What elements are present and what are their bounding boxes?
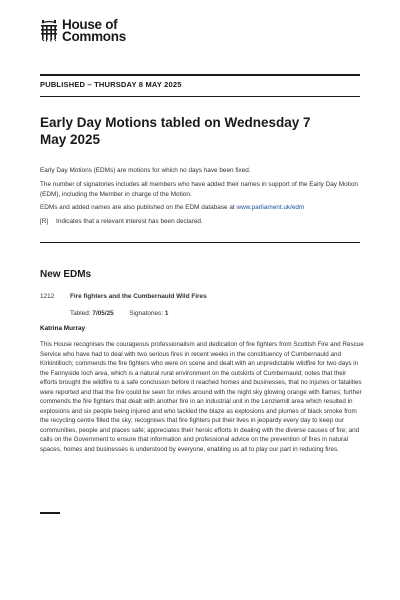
published-date: PUBLISHED – THURSDAY 8 MAY 2025 — [40, 80, 182, 89]
house-of-commons-logo — [40, 19, 126, 43]
logo-line-2: Commons — [62, 29, 126, 44]
edm-number: 1212 — [40, 293, 55, 300]
edm-motion-text: This House recognises the courageous professionalism and dedication of fire fighters from Scottish Fire and Rescue Service who have had to deal with two serious fires in recent weeks in the constituency of Cumbernauld and Kirkintilloch; commends the fire fighters who were on scene and dealt with an unpredictable wildfire for two days in the Fannyside loch area, which is a natural rural environment on the outskirts of Cumbernauld; notes that their efforts brought the wildfire to a safe conclusion before it reached homes and businesses, that no injuries or fatalities were reported and that the fire could be seen for miles around with the night sky glowing orange with flames; further commends the fire fighters that dealt with another fire in an industrial unit in the Lenziemill area which resulted in explosions and six people being injured and who tackled the blaze as explosions and plumes of black smoke from the recycling centre filled the sky; recognises that fire fighters put their lives in jeopardy every day to keep our communities, people and places safe; appreciates their heroic efforts in dealing with the diverse causes of fire; and calls on the Government to ensure that information and professional advice on the prevention of fires in natural spaces, homes and businesses is understood by everyone, enabling us all to play our part in reducing fires. — [40, 341, 364, 454]
relevant-interest-text: Indicates that a relevant interest has been declared. — [56, 218, 203, 226]
edm-database-text: EDMs and added names are also published on the EDM database at — [40, 204, 237, 212]
edm-database-link[interactable]: www.parliament.uk/edm — [236, 204, 305, 212]
section-divider — [40, 242, 360, 243]
intro-text — [40, 166, 360, 231]
edm-meta — [70, 310, 168, 317]
tabled-label: Tabled: — [70, 310, 91, 317]
logo-wordmark — [62, 19, 126, 43]
signatories-label: Signatories: — [129, 310, 164, 317]
relevant-interest-note — [40, 217, 360, 227]
edm-title: Fire fighters and the Cumbernauld Wild Fires — [70, 293, 207, 300]
intro-paragraph-1: Early Day Motions (EDMs) are motions for which no days have been fixed. — [40, 167, 251, 174]
intro-paragraph-3 — [40, 203, 360, 213]
logo-line-1: House of — [62, 17, 118, 32]
header-rule-top — [40, 74, 360, 76]
header-rule-bottom — [40, 96, 360, 97]
edm-sponsor: Katrina Murray — [40, 325, 86, 332]
end-rule — [40, 512, 60, 514]
section-title: New EDMs — [40, 269, 92, 280]
intro-paragraph-2: The number of signatories includes all members who have added their names in support of the Early Day Motion (EDM), including the Member in charge of the Motion. — [40, 180, 358, 198]
tabled-value: 7/05/25 — [92, 310, 114, 317]
page-title: Early Day Motions tabled on Wednesday 7 May 2025 — [40, 115, 311, 147]
signatories-value: 1 — [164, 310, 169, 317]
relevant-interest-key: [R] — [40, 218, 49, 226]
portcullis-icon — [40, 20, 58, 42]
